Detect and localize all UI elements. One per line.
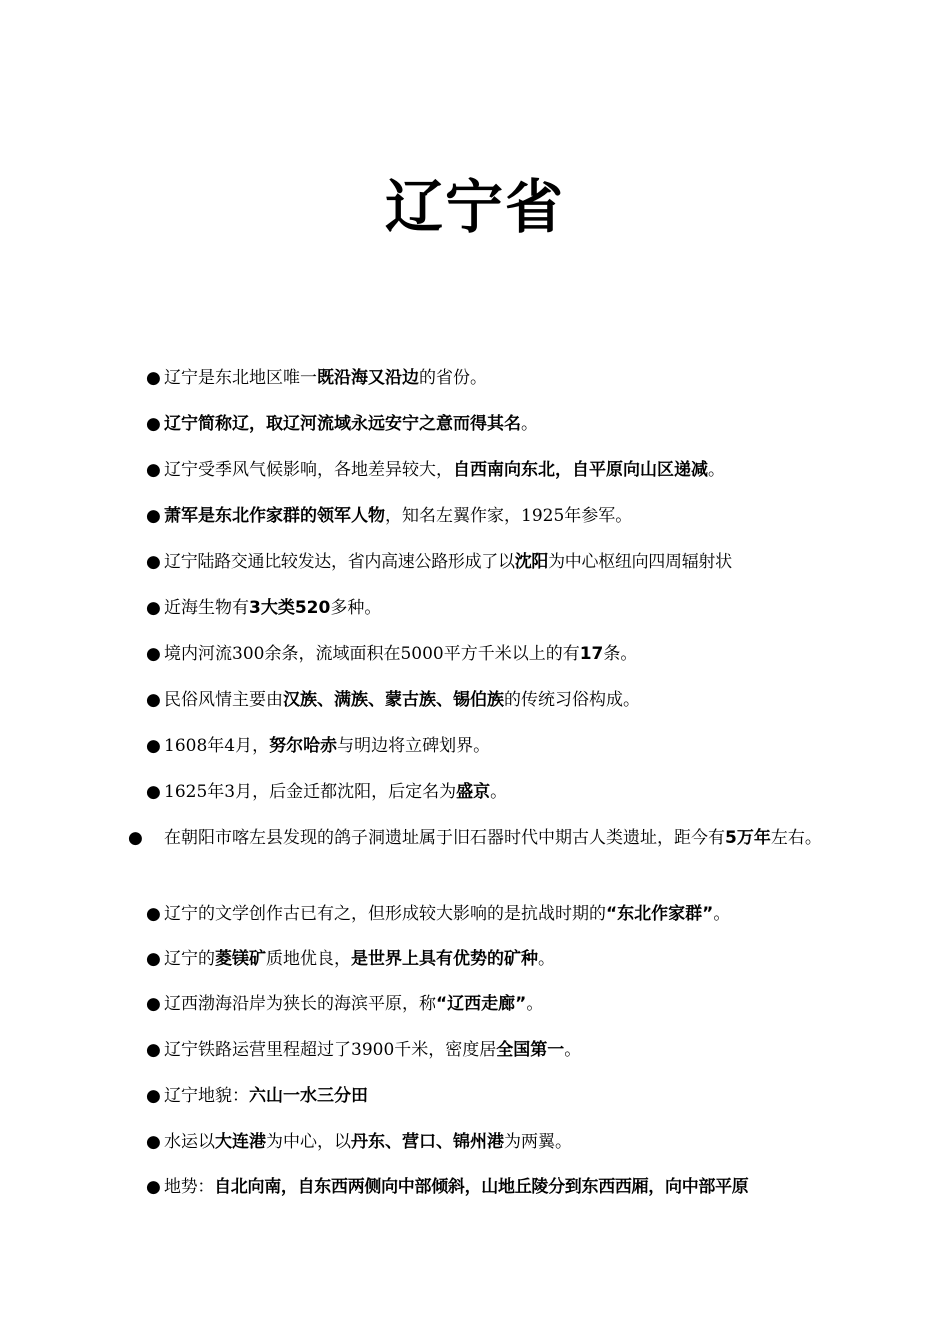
item-text: 辽宁陆路交通比较发达，省内高速公路形成了以 — [164, 552, 515, 572]
item-highlight: 盛京 — [456, 782, 491, 802]
item-text: 1608年4月， — [164, 736, 270, 756]
item-text: 水运以 — [164, 1132, 215, 1152]
item-highlight: 大连港 — [215, 1132, 266, 1152]
item-text: 辽宁的 — [164, 949, 215, 969]
bullet-icon: ● — [146, 368, 161, 388]
item-highlight: 既沿海又沿边 — [317, 368, 419, 388]
item-text: 辽宁铁路运营里程超过了3900千米，密度居 — [164, 1040, 497, 1060]
list-item — [146, 596, 826, 620]
item-highlight: 努尔哈赤 — [269, 736, 338, 756]
item-text: 在朝阳市喀左县发现的鸽子洞遗址属于旧石器时代中期古人类遗址，距今有 — [164, 828, 725, 848]
item-text: 。 — [713, 904, 731, 924]
item-text: 为中心枢纽向四周辐射状 — [548, 552, 732, 572]
item-text: 民俗风情主要由 — [164, 690, 283, 710]
item-highlight: 全国第一 — [496, 1040, 565, 1060]
item-text: 与明边将立碑划界。 — [337, 736, 491, 756]
bullet-icon: ● — [128, 828, 143, 848]
list-item — [146, 688, 826, 712]
list-item — [146, 902, 826, 926]
bullet-icon: ● — [146, 690, 161, 710]
item-text: 。 — [521, 414, 538, 434]
item-text: 多种。 — [330, 598, 382, 618]
item-text: 质地优良， — [266, 949, 351, 969]
item-highlight: 丹东、营口、锦州港 — [351, 1132, 504, 1152]
list-item — [146, 947, 826, 971]
item-highlight: 5万年 — [725, 828, 771, 848]
item-highlight: 自西南向东北，自平原向山区递减 — [453, 460, 708, 480]
bullet-icon: ● — [146, 782, 161, 802]
item-highlight: 萧军是东北作家群的领军人物 — [164, 506, 385, 526]
item-text: 的传统习俗构成。 — [504, 690, 640, 710]
item-text: 条。 — [603, 644, 638, 664]
item-text: 左右。 — [770, 828, 822, 848]
item-highlight: 17 — [579, 644, 604, 664]
item-text: 。 — [708, 460, 725, 480]
item-highlight: 六山一水三分田 — [249, 1086, 368, 1106]
bullet-icon: ● — [146, 949, 161, 969]
list-item — [146, 412, 826, 436]
item-text: 境内河流300余条，流域面积在5000平方千米以上的有 — [164, 644, 580, 664]
bullet-icon: ● — [146, 1132, 161, 1152]
bullet-icon: ● — [146, 506, 161, 526]
bullet-icon: ● — [146, 1040, 161, 1060]
list-item — [146, 550, 826, 574]
item-text: 。 — [490, 782, 508, 802]
item-text: 辽宁是东北地区唯一 — [164, 368, 317, 388]
list-item — [146, 780, 826, 804]
item-text: 辽西渤海沿岸为狭长的海滨平原，称 — [164, 994, 436, 1014]
bullet-icon: ● — [146, 1086, 161, 1106]
bullet-icon: ● — [146, 460, 161, 480]
list-item — [146, 992, 826, 1016]
item-highlight: 汉族、满族、蒙古族、锡伯族 — [283, 690, 504, 710]
bullet-icon: ● — [146, 736, 161, 756]
bullet-icon: ● — [146, 994, 161, 1014]
item-text: 。 — [526, 994, 544, 1014]
item-text: 地势： — [164, 1177, 215, 1197]
item-highlight: “东北作家群” — [606, 904, 714, 924]
item-text: 1625年3月，后金迁都沈阳，后定名为 — [164, 782, 457, 802]
item-highlight: “辽西走廊” — [436, 994, 527, 1014]
item-highlight: 3大类520 — [249, 598, 331, 618]
item-text: 辽宁地貌： — [164, 1086, 249, 1106]
list-item — [146, 504, 826, 528]
bullet-icon: ● — [146, 1177, 161, 1197]
item-highlight: 是世界上具有优势的矿种 — [351, 949, 538, 969]
bullet-icon: ● — [146, 644, 161, 664]
item-highlight: 辽宁简称辽，取辽河流域永远安宁之意而得其名 — [164, 414, 521, 434]
item-text: 。 — [564, 1040, 582, 1060]
item-text: 为中心，以 — [266, 1132, 351, 1152]
item-highlight: 沈阳 — [514, 552, 549, 572]
bullet-icon: ● — [146, 598, 161, 618]
bullet-icon: ● — [146, 414, 161, 434]
list-item — [146, 734, 826, 758]
list-item — [146, 366, 826, 390]
list-item — [128, 826, 829, 850]
page-title: 辽宁省 — [384, 173, 565, 241]
item-text: 辽宁受季风气候影响，各地差异较大， — [164, 460, 453, 480]
list-item — [146, 642, 826, 666]
list-item — [146, 1130, 826, 1154]
list-item — [146, 458, 826, 482]
item-text: 辽宁的文学创作古已有之，但形成较大影响的是抗战时期的 — [164, 904, 606, 924]
bullet-icon: ● — [146, 552, 161, 572]
item-text: 。 — [538, 949, 555, 969]
item-text: 为两翼。 — [504, 1132, 572, 1152]
item-highlight: 菱镁矿 — [215, 949, 266, 969]
list-item — [146, 1084, 826, 1108]
item-text: 近海生物有 — [164, 598, 249, 618]
item-highlight: 自北向南，自东西两侧向中部倾斜，山地丘陵分到东西西厢，向中部平原 — [214, 1177, 749, 1197]
bullet-icon: ● — [146, 904, 161, 924]
item-text: 的省份。 — [419, 368, 487, 388]
list-item — [146, 1175, 826, 1199]
item-text: ，知名左翼作家，1925年参军。 — [385, 506, 633, 526]
list-item — [146, 1038, 826, 1062]
